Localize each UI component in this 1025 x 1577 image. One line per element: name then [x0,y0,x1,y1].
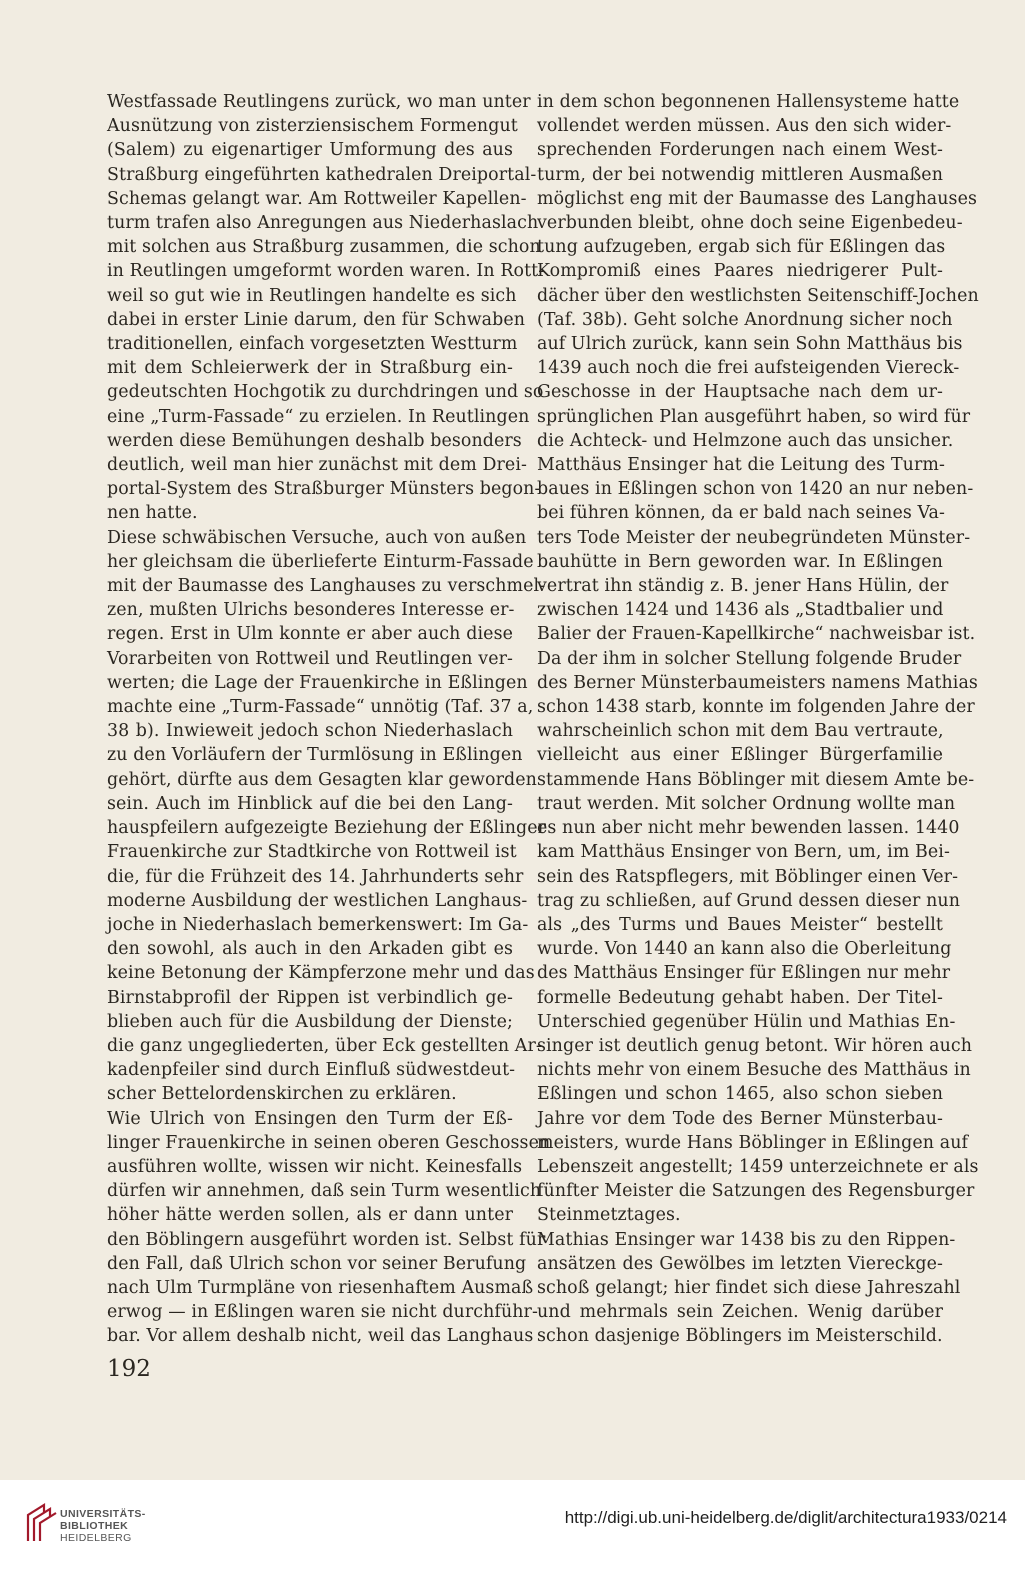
text-line: dürfen wir annehmen, daß sein Turm wesentlich [107,1181,542,1202]
text-line: (Salem) zu eigenartiger Umformung des aus [107,140,513,161]
text-line: es nun aber nicht mehr bewenden lassen. 1440 [537,818,960,839]
text-line: (Taf. 38b). Geht solche Anordnung sicher noch [537,309,953,330]
text-line: bei führen können, da er bald nach seines Va- [537,503,945,524]
text-line: Matthäus Ensinger hat die Leitung des Turm- [537,455,945,476]
text-line: nichts mehr von einem Besuche des Matthäus in [537,1060,971,1081]
text-line: her gleichsam die überlieferte Einturm-Fassade [107,551,534,572]
right-text-column [537,90,979,1349]
text-line: deutlich, weil man hier zunächst mit dem Drei- [107,455,527,476]
text-line: Vorarbeiten von Rottweil und Reutlingen ver- [107,648,513,669]
text-line: blieben auch für die Ausbildung der Dienste; [107,1011,513,1032]
text-line: möglichst eng mit der Baumasse des Langhauses [537,188,977,209]
text-line: dabei in erster Linie darum, den für Schwaben [107,309,526,330]
text-line: Ausnützung von zisterziensischem Formengut [107,116,518,137]
text-line: 1439 auch noch die frei aufsteigenden Viereck- [537,358,960,379]
library-name [60,1508,146,1544]
text-line: zwischen 1424 und 1436 als „Stadtbalier und [537,600,944,621]
text-line: joche in Niederhaslach bemerkenswert: Im Ga- [107,914,529,935]
text-line: wurde. Von 1440 an kann also die Oberleitung [537,939,952,960]
text-line: zu den Vorläufern der Turmlösung in Eßlingen [107,745,523,766]
text-line: Diese schwäbischen Versuche, auch von außen [107,527,527,548]
text-line: Unterschied gegenüber Hülin und Mathias En- [537,1011,956,1032]
text-line: die ganz ungegliederten, über Eck gestellten Ar- [107,1035,542,1056]
text-line: in dem schon begonnenen Hallensysteme hatte [537,92,960,112]
text-line: dächer über den westlichsten Seitenschiff-Jochen [537,285,979,306]
text-line: vertrat ihn ständig z. B. jener Hans Hülin, der [537,576,949,597]
text-line: baues in Eßlingen schon von 1420 an nur neben- [537,479,974,500]
text-line: auf Ulrich zurück, kann sein Sohn Matthäus bis [537,334,963,355]
text-line: turm, der bei notwendig mittleren Ausmaßen [537,164,943,185]
text-line: portal-System des Straßburger Münsters begon- [107,479,541,500]
text-line: traditionellen, einfach vorgesetzten Westturm [107,334,518,355]
text-line: schoß gelangt; hier findet sich diese Jahreszahl [537,1277,961,1298]
text-line: trag zu schließen, auf Grund dessen dieser nun [537,890,961,911]
text-line: Schemas gelangt war. Am Rottweiler Kapellen- [107,188,527,209]
text-line: Westfassade Reutlingens zurück, wo man unter [107,92,531,112]
text-line: bar. Vor allem deshalb nicht, weil das Langhaus [107,1326,534,1347]
text-line: den Böblingern ausgeführt worden ist. Selbst für [107,1229,546,1250]
text-line: werden diese Bemühungen deshalb besonders [107,430,522,451]
text-line: vielleicht aus einer Eßlinger Bürgerfamilie [537,745,943,766]
text-line: Da der ihm in solcher Stellung folgende Bruder [537,648,962,669]
text-line: scher Bettelordenskirchen zu erklären. [107,1084,457,1105]
text-line: turm trafen also Anregungen aus Niederhaslach [107,213,539,234]
text-line: bauhütte in Bern geworden war. In Eßlingen [537,551,943,572]
left-text-column [107,90,551,1349]
text-line: regen. Erst in Ulm konnte er aber auch diese [107,624,513,645]
text-line: tung aufzugeben, ergab sich für Eßlingen das [537,237,946,258]
text-line: erwog — in Eßlingen waren sie nicht durchführ- [107,1302,538,1323]
text-line: des Matthäus Ensinger für Eßlingen nur mehr [537,963,951,984]
text-line: und mehrmals sein Zeichen. Wenig darüber [537,1302,943,1323]
text-line: nach Ulm Turmpläne von riesenhaftem Ausmaß [107,1277,534,1298]
text-line: linger Frauenkirche in seinen oberen Geschossen [107,1132,551,1153]
text-line: ters Tode Meister der neubegründeten Münster- [537,527,971,548]
text-line: ansätzen des Gewölbes im letzten Viereckge- [537,1253,943,1274]
digital-copy-link[interactable]: http://digi.ub.uni-heidelberg.de/diglit/architectura1933/0214 [564,1508,1007,1527]
text-line: höher hätte werden sollen, als er dann unter [107,1205,513,1226]
text-line: traut werden. Mit solcher Ordnung wollte man [537,793,956,814]
library-name-line: UNIVERSITÄTS- [60,1508,146,1520]
text-line: fünfter Meister die Satzungen des Regensburger [537,1181,975,1202]
text-line: des Berner Münsterbaumeisters namens Mathias [537,672,978,693]
text-line: moderne Ausbildung der westlichen Langhaus- [107,890,528,911]
text-line: weil so gut wie in Reutlingen handelte es sich [107,285,517,306]
text-line: Frauenkirche zur Stadtkirche von Rottweil ist [107,842,517,863]
text-line: sprechenden Forderungen nach einem West- [537,140,943,161]
text-line: Balier der Frauen-Kapellkirche“ nachweisbar ist. [537,624,976,645]
text-line: sein. Auch im Hinblick auf die bei den Lang- [107,793,513,814]
text-line: Straßburg eingeführten kathedralen Dreiportal- [107,164,537,185]
text-line: mit der Baumasse des Langhauses zu verschmel- [107,576,546,597]
text-line: als „des Turms und Baues Meister“ bestellt [537,914,943,935]
text-line: Jahre vor dem Tode des Berner Münsterbau- [537,1108,943,1129]
library-name-line: BIBLIOTHEK [60,1520,129,1532]
text-line: hauspfeilern aufgezeigte Beziehung der Eßlinger [107,818,547,839]
text-line: Geschosse in der Hauptsache nach dem ur- [537,382,943,403]
text-line: wahrscheinlich schon mit dem Bau vertraute, [537,721,944,742]
text-line: gedeutschten Hochgotik zu durchdringen und so [107,382,544,403]
text-line: sein des Ratspflegers, mit Böblinger einen Ver- [537,866,959,887]
text-line: schon dasjenige Böblingers im Meisterschild. [537,1326,943,1347]
text-line: die Achteck- und Helmzone auch das unsicher. [537,430,954,451]
text-line: kadenpfeiler sind durch Einfluß südwestdeut- [107,1060,516,1081]
text-line: schon 1438 starb, konnte im folgenden Jahre der [537,697,975,718]
text-line: verbunden bleibt, ohne doch seine Eigenbedeu- [537,213,963,234]
text-line: werten; die Lage der Frauenkirche in Eßlingen [107,672,528,693]
footer-bar [0,1480,1025,1577]
text-line: zen, mußten Ulrichs besonderes Interesse er- [107,600,515,621]
text-line: den sowohl, als auch in den Arkaden gibt es [107,939,513,960]
ub-heidelberg-logo-icon [24,1503,58,1543]
text-line: meisters, wurde Hans Böblinger in Eßlingen auf [537,1132,969,1153]
library-name-line: HEIDELBERG [60,1532,132,1544]
text-line: Eßlingen und schon 1465, also schon sieben [537,1084,943,1105]
text-line: formelle Bedeutung gehabt haben. Der Titel- [537,987,943,1008]
text-line: Lebenszeit angestellt; 1459 unterzeichnete er als [537,1156,979,1177]
text-line: mit solchen aus Straßburg zusammen, die schon [107,237,541,258]
text-line: den Fall, daß Ulrich schon vor seiner Berufung [107,1253,527,1274]
text-line: singer ist deutlich genug betont. Wir hören auch [537,1035,973,1056]
text-line: mit dem Schleierwerk der in Straßburg ein- [107,358,513,379]
text-line: eine „Turm-Fassade“ zu erzielen. In Reutlingen [107,406,530,427]
text-line: ausführen wollte, wissen wir nicht. Keinesfalls [107,1156,523,1177]
text-line: Steinmetztages. [537,1205,681,1226]
text-line: kam Matthäus Ensinger von Bern, um, im Bei- [537,842,950,863]
text-line: Birnstabprofil der Rippen ist verbindlich ge- [107,987,513,1008]
text-line: in Reutlingen umgeformt worden waren. In Rott- [107,261,545,282]
text-line: vollendet werden müssen. Aus den sich wider- [537,116,952,137]
text-line: gehört, dürfte aus dem Gesagten klar geworden [107,769,537,790]
text-line: die, für die Frühzeit des 14. Jahrhunderts sehr [107,866,524,887]
text-line: keine Betonung der Kämpferzone mehr und das [107,963,535,984]
text-line: Mathias Ensinger war 1438 bis zu den Rippen- [537,1229,956,1250]
text-line: machte eine „Turm-Fassade“ unnötig (Taf. 37 a, [107,697,534,718]
text-line: stammende Hans Böblinger mit diesem Amte be- [537,769,975,790]
text-line: sprünglichen Plan ausgeführt haben, so wird für [537,406,971,427]
text-line: nen hatte. [107,503,198,524]
text-line: Wie Ulrich von Ensingen den Turm der Eß- [107,1108,513,1129]
text-line: 38 b). Inwieweit jedoch schon Niederhaslach [107,721,513,742]
text-line: Kompromiß eines Paares niedrigerer Pult- [537,261,943,282]
page-number: 192 [107,1356,151,1382]
